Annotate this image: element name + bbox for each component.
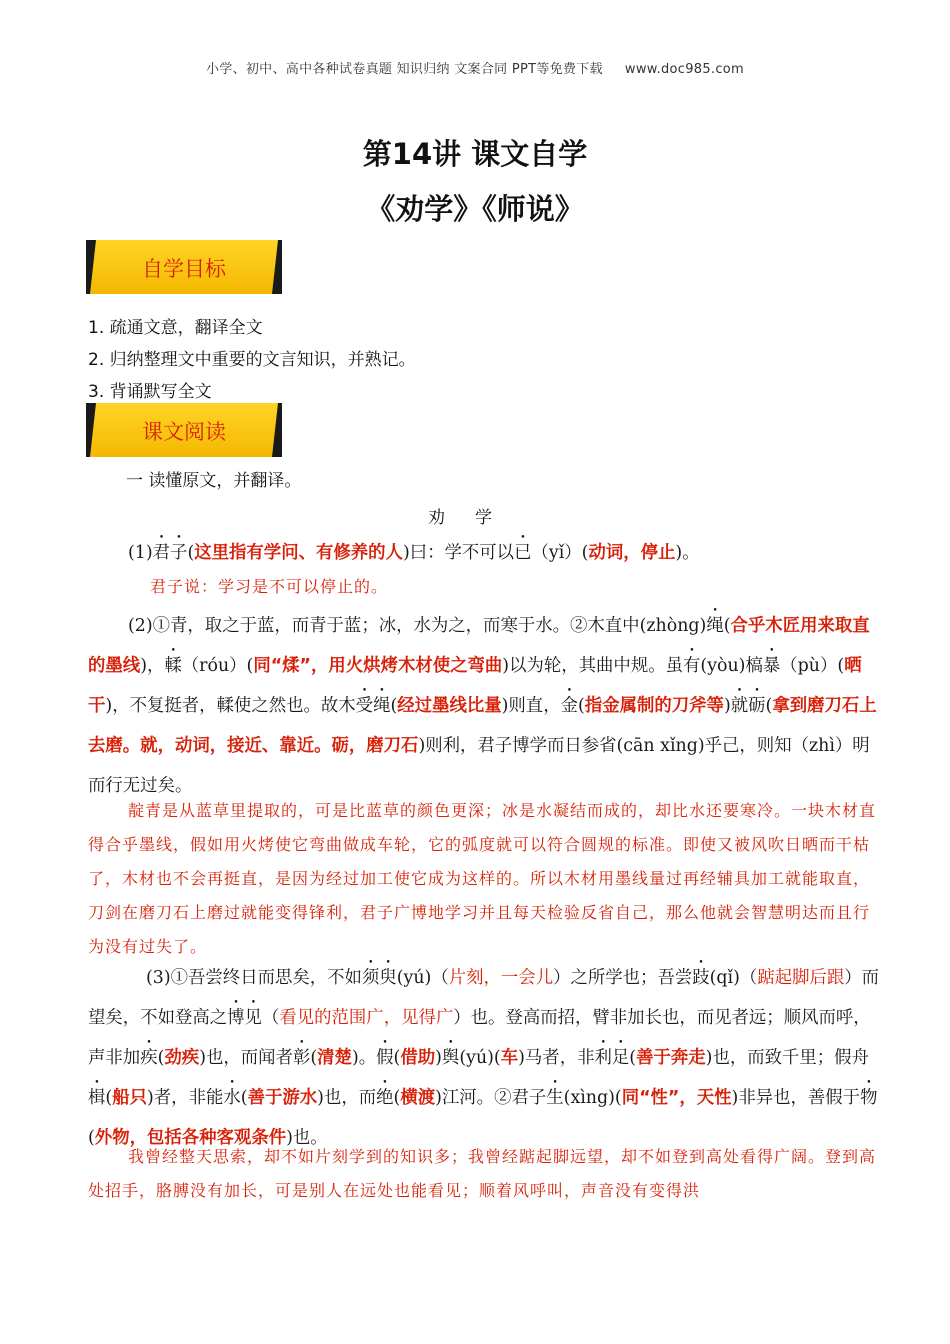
keyword: 金 [560,696,578,716]
annotation: 车 [500,1048,519,1068]
text-segment: （ [261,1008,280,1028]
text-segment: )非异也，善假于 [731,1088,861,1108]
annotation: 踮起脚后跟 [757,968,845,988]
annotation: 横渡 [400,1088,436,1108]
paragraph-1 [88,533,880,573]
text-segment: ( [310,1048,318,1068]
goal-item: 3. 背诵默写全文 [88,382,212,402]
text-segment: )者，非能 [147,1088,224,1108]
annotation: 船只 [112,1088,147,1108]
keyword: 水 [223,1088,241,1108]
text-segment: （róu）( [181,656,254,676]
text-segment: （pù）( [780,656,845,676]
section-label-goals: 自学目标 [142,257,226,281]
text-segment: ) [435,1048,442,1068]
keyword: 利足 [594,1048,630,1068]
page-header [0,58,950,77]
annotation: 同“煣”，用火烘烤木材使之弯曲 [253,656,503,676]
text-segment: ( [393,1048,401,1068]
annotation: 拿到磨刀石上去磨。就，动词，接近、靠近。砺，磨刀石 [88,696,877,756]
annotation: 这里指有学问、有修养的人 [194,543,403,563]
keyword: 君子 [152,543,188,563]
text-segment: )以为轮，其曲中规。虽 [502,656,683,676]
annotation: 善于游水 [247,1088,318,1108]
translation-1: 君子说：学习是不可以停止的。 [150,577,389,596]
text-segment: )也，而 [317,1088,377,1108]
keyword: 绝 [376,1088,394,1108]
reading-instruction: 一 读懂原文，并翻译。 [126,471,302,491]
text-segment: )曰：学不可以 [402,543,515,563]
keyword: 彰 [292,1048,311,1068]
keyword: 跂 [692,968,710,988]
keyword: 生 [546,1088,564,1108]
keyword: 须臾 [361,968,397,988]
lesson-subtitle: 《劝学》《师说》 [366,192,584,226]
text-segment: (yú)（ [396,968,449,988]
keyword: 有 [683,656,701,676]
text-segment: ）之所学也；吾尝 [553,968,693,988]
text-segment: )。 [351,1048,377,1068]
text-segment: ( [390,696,398,716]
keyword: 假 [376,1048,394,1068]
keyword: 物 [860,1088,878,1108]
keyword: 舆 [441,1048,460,1068]
section-label-reading: 课文阅读 [142,420,226,444]
keyword: 暴 [762,656,781,676]
annotation: 劲疾 [164,1048,200,1068]
text-segment: ( [578,696,585,716]
section-banner-reading [86,403,282,457]
annotation: 片刻，一会儿 [448,968,554,988]
text-segment: ( [187,543,195,563]
text-segment: (xìng)( [563,1088,622,1108]
keyword: 輮 [164,656,182,676]
text-segment: )也，而闻者 [199,1048,293,1068]
text-segment: (2)①青，取之于蓝，而青于蓝；冰，水为之，而寒于水。②木直中(zhòng) [128,616,707,636]
text-segment: ( [105,1088,113,1108]
text-segment: ( [157,1048,165,1068]
keyword: 绳 [706,616,724,636]
keyword: 楫 [88,1088,106,1108]
annotation: 指金属制的刀斧等 [584,696,724,716]
lesson-title: 第14讲 课文自学 [362,137,588,171]
text-segment: )马者，非 [518,1048,595,1068]
keyword: 博见 [227,1008,262,1028]
goals-list [88,312,868,408]
header-text: 小学、初中、高中各种试卷真题 知识归纳 文案合同 PPT等免费下载 [205,62,603,77]
section-banner-goals [86,240,282,294]
paragraph-3 [88,958,880,1158]
text-segment: (3)①吾尝终日而思矣，不如 [146,968,362,988]
text-segment: ( [765,696,773,716]
translation-3: 我曾经整天思索，却不如片刻学到的知识多；我曾经踮起脚远望，却不如登到高处看得广阔。登到高处招手，胳膊没有加长，可是别人在远处也能看见；顺着风呼叫，声音没有变得洪 [88,1147,877,1200]
annotation: 经过墨线比量 [397,696,502,716]
text-segment: ( [393,1088,401,1108]
text-segment: （yǐ）( [531,543,589,563]
goal-item: 1. 疏通文意，翻译全文 [88,318,263,338]
text-title: 劝学 [428,508,522,528]
annotation: 外物，包括各种客观条件 [94,1128,287,1148]
text-segment: )则利，君子博学而日参省(cān xǐng)乎己，则知（zhì）明而行无过矣。 [88,736,870,796]
keyword: 疾 [140,1048,158,1068]
text-segment: )江河。②君子 [435,1088,547,1108]
paragraph-2 [88,606,880,806]
text-segment: (1) [128,543,153,563]
text-segment: )，不复挺者，輮使之然也。故木 [105,696,356,716]
text-segment: )， [140,656,165,676]
text-segment: )。 [675,543,700,563]
keyword: 受绳 [355,696,391,716]
goal-item: 2. 归纳整理文中重要的文言知识，并熟记。 [88,350,416,370]
annotation: 同“性”，天性 [621,1088,732,1108]
text-segment: ( [723,616,731,636]
text-segment: ( [629,1048,637,1068]
annotation: 晒干 [88,656,862,716]
text-segment: (yú)( [459,1048,501,1068]
keyword: 已 [514,543,532,563]
annotation: 看见的范围广，见得广 [279,1008,454,1028]
translation-2: 靛青是从蓝草里提取的，可是比蓝草的颜色更深；冰是水凝结而成的，却比水还要寒冷。一块木材直得合乎墨线，假如用火烤使它弯曲做成车轮，它的弧度就可以符合圆规的标准。即使又被风吹日晒而干枯了，木材也不会再挺直，是因为经过加工使它成为这样的。所以木材用墨线量过再经辅具加工就能取直，刀剑在磨刀石上磨过就能变得锋利，君子广博地学习并且每天检验反省自己，那么他就会智慧明达而且行为没有过失了。 [88,801,877,956]
text-segment: (qǐ)（ [709,968,758,988]
text-segment: )也。 [286,1128,328,1148]
text-segment: )也，而致千里；假舟 [705,1048,869,1068]
text-segment: (yòu)槁 [700,656,763,676]
annotation: 动词，停止 [588,543,676,563]
text-segment: ）也。登高而招，臂非加长也，而见者远；顺风而呼，声非加 [88,1008,871,1068]
text-segment: ( [240,1088,248,1108]
text-segment: ( [88,1128,95,1148]
annotation: 借助 [400,1048,436,1068]
header-url[interactable]: www.doc985.com [624,62,745,77]
text-segment: ）而望矣，不如登高之 [88,968,880,1028]
text-segment: )则直， [501,696,561,716]
annotation: 合乎木匠用来取直的墨线 [88,616,870,676]
annotation: 清楚 [317,1048,352,1068]
annotation: 善于奔走 [636,1048,706,1068]
keyword: 就砺 [730,696,766,716]
text-segment: ) [723,696,731,716]
